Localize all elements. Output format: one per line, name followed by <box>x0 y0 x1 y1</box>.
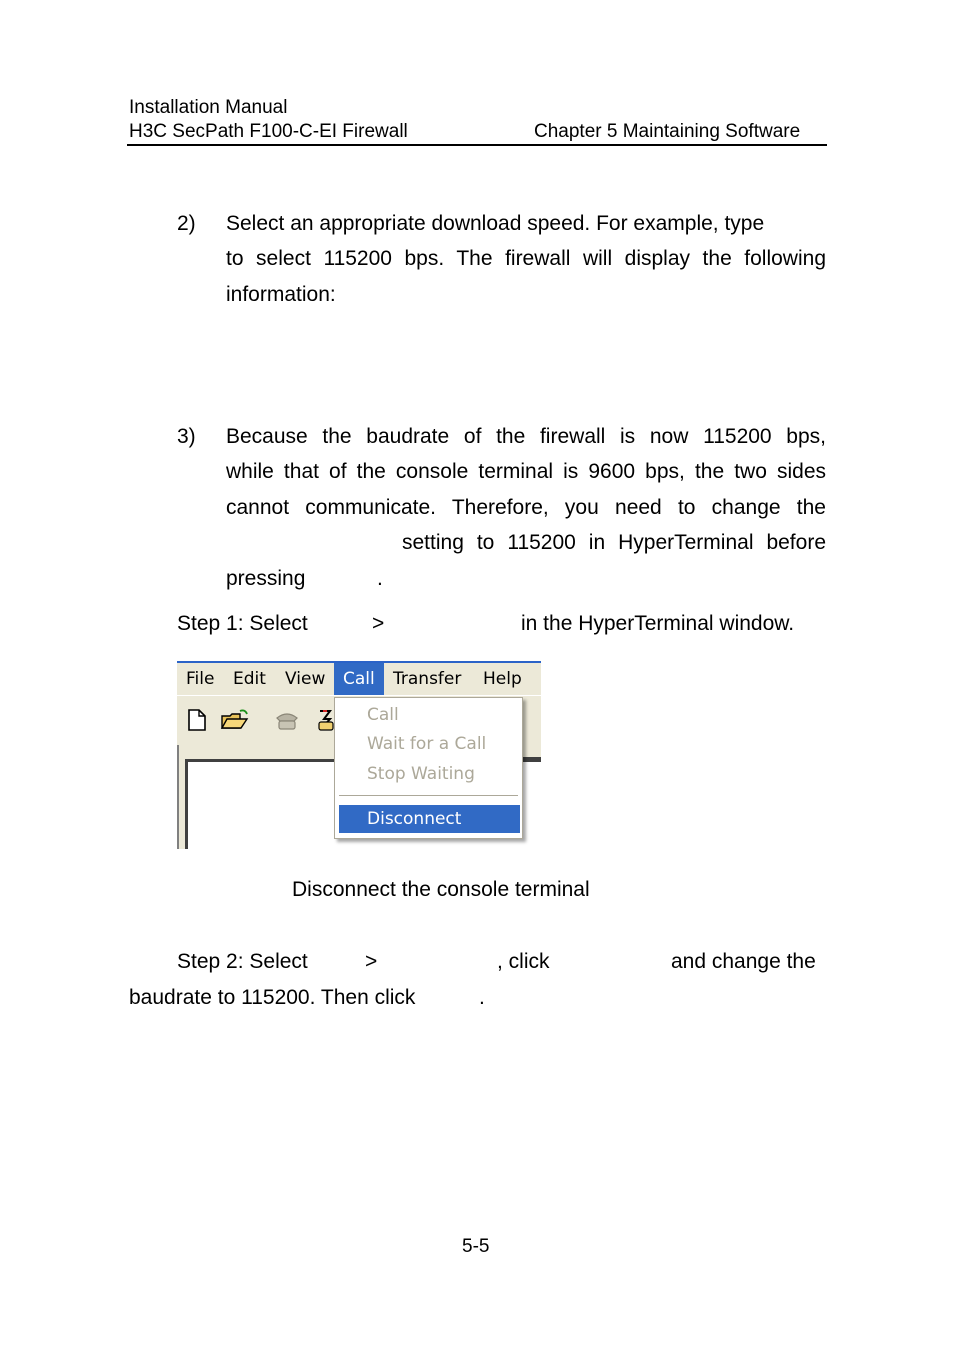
item-3-line-2: while that of the console terminal is 9600 bps, the two sides <box>226 460 826 483</box>
menu-transfer[interactable]: Transfer <box>393 669 462 689</box>
step-2-separator: > <box>365 950 378 973</box>
header-product-name: H3C SecPath F100-C-EI Firewall <box>129 121 408 142</box>
open-folder-icon[interactable] <box>220 708 250 732</box>
menu-item-disconnect[interactable]: Disconnect <box>367 809 462 829</box>
item-2-line-1: Select an appropriate download speed. For example, type <box>226 212 765 235</box>
menu-call[interactable]: Call <box>334 663 384 695</box>
phone-icon[interactable] <box>273 708 301 732</box>
header-manual-title: Installation Manual <box>129 97 288 118</box>
menu-help[interactable]: Help <box>483 669 522 689</box>
menu-bar <box>177 663 541 695</box>
step-2-line-2: baudrate to 115200. Then click <box>129 986 416 1009</box>
hyperterminal-screenshot <box>177 661 541 849</box>
window-left-edge <box>177 745 179 849</box>
item-2-number: 2) <box>177 212 196 235</box>
step-2-label: Step 2: Select <box>177 950 308 973</box>
step-2-line-2-period: . <box>479 986 485 1009</box>
item-3-line-5-period: . <box>377 567 383 590</box>
menu-item-wait-for-a-call[interactable]: Wait for a Call <box>367 734 487 754</box>
step-1-tail: in the HyperTerminal window. <box>521 612 795 635</box>
header-chapter-title: Chapter 5 Maintaining Software <box>534 121 801 142</box>
page-number: 5-5 <box>462 1236 490 1257</box>
step-2-change: and change the <box>671 950 816 973</box>
figure-caption: Disconnect the console terminal <box>292 878 590 901</box>
menu-view[interactable]: View <box>285 669 326 689</box>
item-3-number: 3) <box>177 425 196 448</box>
item-3-line-3: cannot communicate. Therefore, you need to change the <box>226 496 826 519</box>
menu-separator <box>339 795 518 796</box>
item-2-line-3: information: <box>226 283 336 306</box>
item-3-line-5-pressing: pressing <box>226 567 306 590</box>
item-2-line-2: to select 115200 bps. The firewall will display the following <box>226 247 826 270</box>
menu-item-call[interactable]: Call <box>367 705 399 725</box>
step-2-click: , click <box>497 950 550 973</box>
menu-edit[interactable]: Edit <box>233 669 266 689</box>
menu-file[interactable]: File <box>186 669 215 689</box>
header-rule <box>127 144 827 146</box>
call-dropdown-menu <box>334 697 523 839</box>
new-document-icon[interactable] <box>185 708 209 732</box>
item-3-line-4: setting to 115200 in HyperTerminal before <box>402 531 826 554</box>
item-3-line-1: Because the baudrate of the firewall is now 115200 bps, <box>226 425 826 448</box>
menu-item-stop-waiting[interactable]: Stop Waiting <box>367 764 475 784</box>
step-1-label: Step 1: Select <box>177 612 308 635</box>
step-1-separator: > <box>372 612 385 635</box>
